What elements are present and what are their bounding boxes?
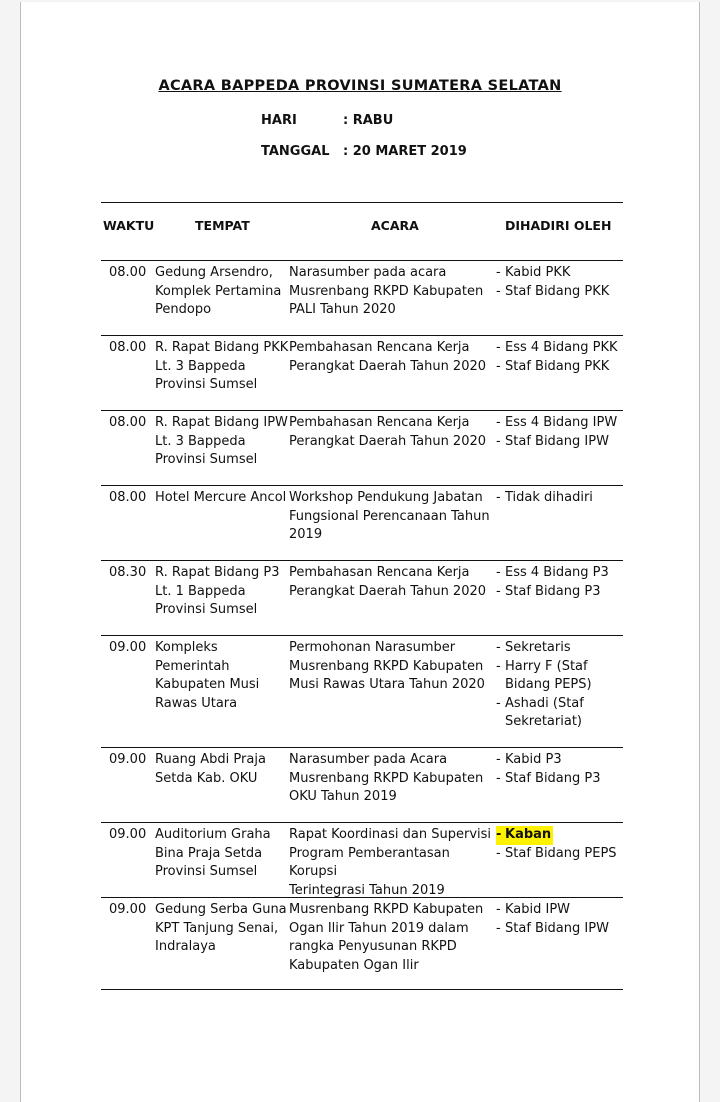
attendee-item — [496, 920, 624, 939]
row-place: Kompleks Pemerintah Kabupaten Musi Rawas Utara — [155, 640, 260, 711]
row-time: 09.00 — [109, 752, 147, 767]
row-attendees — [496, 639, 624, 732]
attendee-item — [496, 751, 624, 770]
bullet-dash: - — [496, 770, 501, 786]
row-attendees — [496, 339, 624, 376]
row-separator — [101, 335, 623, 336]
attendee-item — [496, 639, 624, 658]
column-header-tempat: TEMPAT — [195, 218, 250, 233]
row-event: Musrenbang RKPD Kabupaten Ogan Ilir Tahun 2019 dalam rangka Penyusunan RKPD Kabupaten Ogan Ilir — [289, 902, 484, 973]
attendee-name: Kabid P3 — [505, 752, 562, 767]
row-separator — [101, 485, 623, 486]
attendee-name: Ess 4 Bidang IPW — [505, 415, 618, 430]
attendee-name: Ess 4 Bidang PKK — [505, 340, 618, 355]
table-top-rule — [101, 202, 623, 203]
row-place: R. Rapat Bidang IPW Lt. 3 Bappeda Provinsi Sumsel — [155, 415, 288, 468]
bullet-dash: - — [496, 845, 501, 861]
attendee-name: Sekretaris — [505, 640, 571, 655]
row-time: 09.00 — [109, 640, 147, 655]
row-event: Narasumber pada acara Musrenbang RKPD Kabupaten PALI Tahun 2020 — [289, 265, 484, 318]
row-time: 08.00 — [109, 340, 147, 355]
bullet-dash: - — [496, 265, 501, 280]
attendee-name: Kabid PKK — [505, 265, 571, 280]
date-label: TANGGAL — [261, 144, 330, 159]
column-header-waktu: WAKTU — [103, 218, 155, 233]
bullet-dash: - — [496, 433, 501, 449]
table-bottom-rule — [101, 989, 623, 990]
row-attendees — [496, 901, 624, 938]
document-title: ACARA BAPPEDA PROVINSI SUMATERA SELATAN — [158, 78, 562, 94]
attendee-item — [496, 283, 624, 302]
attendee-item — [496, 358, 624, 377]
row-event: Permohonan Narasumber Musrenbang RKPD Kabupaten Musi Rawas Utara Tahun 2020 — [289, 640, 485, 693]
attendee-name: Staf Bidang IPW — [505, 920, 609, 936]
bullet-dash: - — [496, 490, 501, 505]
attendee-item — [496, 826, 553, 845]
bullet-dash: - — [496, 752, 501, 767]
bullet-dash: - — [496, 340, 501, 355]
row-separator — [101, 635, 623, 636]
attendee-item — [496, 658, 624, 695]
attendee-item — [496, 339, 624, 358]
attendee-name: Staf Bidang PKK — [505, 358, 610, 374]
row-event: Workshop Pendukung Jabatan Fungsional Perencanaan Tahun 2019 — [289, 490, 490, 543]
row-separator — [101, 897, 623, 898]
bullet-dash: - — [496, 827, 502, 842]
attendee-item — [496, 489, 624, 508]
row-time: 08.00 — [109, 490, 147, 505]
bullet-dash: - — [496, 920, 501, 936]
bullet-dash: - — [496, 283, 501, 299]
row-event: Rapat Koordinasi dan Supervisi Program Pemberantasan Korupsi Terintegrasi Tahun 2019 — [289, 827, 492, 898]
attendee-item — [496, 433, 624, 452]
attendee-name: Ashadi (Staf Sekretariat) — [505, 695, 584, 730]
attendee-item — [496, 414, 624, 433]
date-line — [261, 144, 467, 159]
bullet-dash: - — [496, 902, 501, 917]
bullet-dash: - — [496, 415, 501, 430]
attendee-item — [496, 564, 624, 583]
row-place: Auditorium Graha Bina Praja Setda Provinsi Sumsel — [155, 827, 271, 880]
row-place: Hotel Mercure Ancol — [155, 490, 287, 505]
row-time: 08.00 — [109, 415, 147, 430]
date-value: : 20 MARET 2019 — [343, 144, 467, 159]
bullet-dash: - — [496, 640, 501, 655]
bullet-dash: - — [496, 658, 501, 674]
document-page — [20, 2, 700, 1102]
attendee-name: Staf Bidang IPW — [505, 433, 609, 449]
row-attendees — [496, 564, 624, 601]
row-attendees — [496, 826, 624, 863]
row-attendees — [496, 414, 624, 451]
bullet-dash: - — [496, 565, 501, 580]
attendee-name: Kaban — [505, 827, 552, 842]
row-separator — [101, 822, 623, 823]
attendee-item — [496, 264, 624, 283]
row-time: 09.00 — [109, 902, 147, 917]
attendee-name: Staf Bidang P3 — [505, 770, 601, 786]
row-time: 09.00 — [109, 827, 147, 842]
column-header-dihadiri-oleh: DIHADIRI OLEH — [505, 218, 612, 233]
row-place: Gedung Arsendro, Komplek Pertamina Pendopo — [155, 265, 282, 318]
row-place: R. Rapat Bidang PKK Lt. 3 Bappeda Provinsi Sumsel — [155, 340, 289, 393]
row-attendees — [496, 751, 624, 788]
attendee-item — [496, 770, 624, 789]
row-separator — [101, 260, 623, 261]
attendee-name: Staf Bidang PEPS — [505, 845, 617, 861]
row-event: Pembahasan Rencana Kerja Perangkat Daerah Tahun 2020 — [289, 415, 487, 449]
attendee-name: Ess 4 Bidang P3 — [505, 565, 609, 580]
row-place: Gedung Serba Guna KPT Tanjung Senai, Indralaya — [155, 902, 287, 955]
attendee-item — [496, 901, 624, 920]
attendee-name: Tidak dihadiri — [505, 490, 593, 505]
row-attendees — [496, 264, 624, 301]
day-value: : RABU — [343, 113, 394, 128]
row-separator — [101, 560, 623, 561]
attendee-item — [496, 845, 624, 864]
column-header-acara: ACARA — [371, 218, 419, 233]
row-event: Pembahasan Rencana Kerja Perangkat Daerah Tahun 2020 — [289, 340, 487, 374]
attendee-name: Staf Bidang P3 — [505, 583, 601, 599]
attendee-name: Harry F (Staf Bidang PEPS) — [505, 658, 592, 693]
day-label: HARI — [261, 113, 297, 128]
row-place: R. Rapat Bidang P3 Lt. 1 Bappeda Provinsi Sumsel — [155, 565, 280, 618]
row-time: 08.00 — [109, 265, 147, 280]
attendee-name: Staf Bidang PKK — [505, 283, 610, 299]
attendee-item — [496, 695, 624, 732]
row-attendees — [496, 489, 624, 508]
bullet-dash: - — [496, 358, 501, 374]
bullet-dash: - — [496, 583, 501, 599]
row-time: 08.30 — [109, 565, 147, 580]
row-separator — [101, 410, 623, 411]
row-event: Narasumber pada Acara Musrenbang RKPD Kabupaten OKU Tahun 2019 — [289, 752, 484, 805]
day-line — [261, 113, 393, 128]
attendee-item — [496, 583, 624, 602]
row-place: Ruang Abdi Praja Setda Kab. OKU — [155, 752, 266, 786]
row-separator — [101, 747, 623, 748]
attendee-name: Kabid IPW — [505, 902, 571, 917]
row-event: Pembahasan Rencana Kerja Perangkat Daerah Tahun 2020 — [289, 565, 487, 599]
bullet-dash: - — [496, 695, 501, 711]
